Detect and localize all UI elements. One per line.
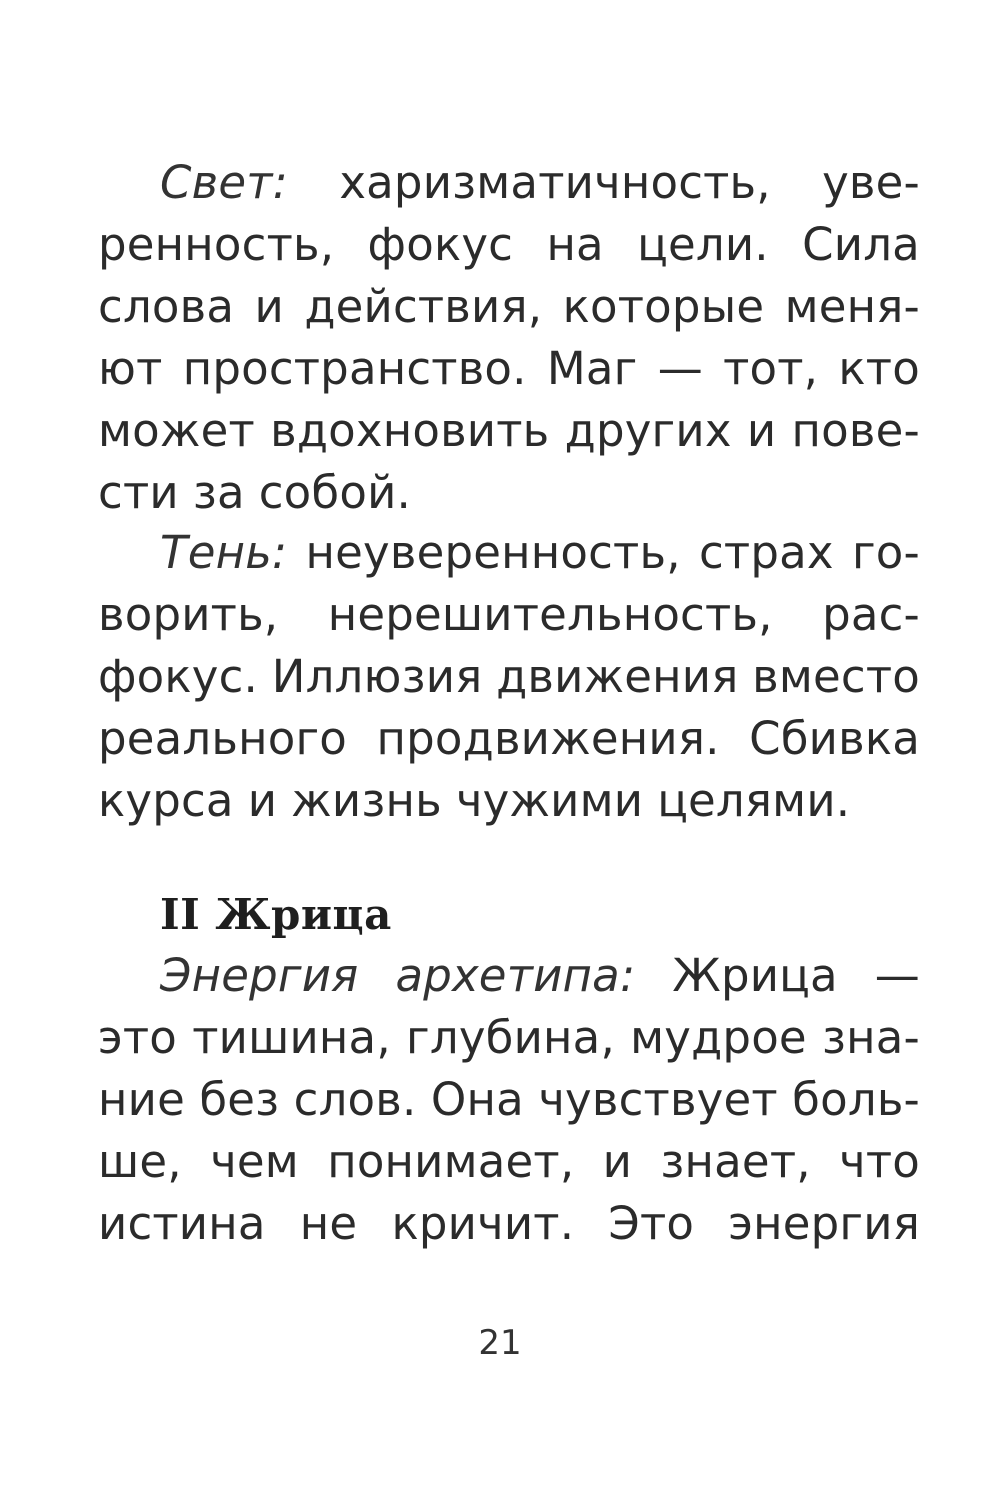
text-line: [98, 276, 920, 338]
word: истина: [98, 1197, 266, 1250]
word: и: [746, 404, 777, 457]
word: и: [254, 280, 284, 333]
word: может: [98, 404, 255, 457]
word: фокус.: [98, 650, 259, 703]
word: Сила: [802, 218, 920, 271]
text-line: [98, 214, 920, 276]
word: Жрица: [672, 949, 838, 1002]
word: вместо: [752, 650, 920, 703]
word: сти: [98, 466, 179, 519]
word: фокус: [367, 218, 514, 271]
word: тот,: [723, 342, 819, 395]
word: цели.: [637, 218, 769, 271]
word: меня-: [784, 280, 920, 333]
word: это: [98, 1011, 178, 1064]
page-number: 21: [478, 1323, 522, 1363]
text-line: [98, 338, 920, 400]
word: которые: [562, 280, 765, 333]
text-line: [98, 462, 920, 524]
text-line: [98, 400, 920, 462]
word: пространство.: [182, 342, 527, 395]
paragraph-label-energy: архетипа:: [395, 949, 636, 1002]
word: ние: [98, 1073, 185, 1126]
section-heading: II Жрица: [160, 890, 392, 939]
text-line: [98, 1007, 920, 1069]
word: что: [839, 1135, 920, 1188]
word: кто: [838, 342, 920, 395]
paragraph-shadow: [98, 522, 920, 832]
word: ют: [98, 342, 163, 395]
word: —: [874, 949, 920, 1002]
word: глубина,: [406, 1011, 615, 1064]
word: жизнь: [291, 774, 442, 827]
word: слова: [98, 280, 235, 333]
word: боль-: [792, 1073, 920, 1126]
text-line: [98, 708, 920, 770]
word: тишина,: [192, 1011, 391, 1064]
text-line: [98, 1131, 920, 1193]
word: продвижения.: [376, 712, 720, 765]
word: реального: [98, 712, 348, 765]
word: слов.: [293, 1073, 417, 1126]
text-line: [98, 1069, 920, 1131]
paragraph-label-light: Свет:: [160, 156, 289, 209]
word: чужими: [455, 774, 644, 827]
word: неуверенность,: [305, 526, 681, 579]
word: зна-: [822, 1011, 920, 1064]
word: Это: [608, 1197, 695, 1250]
word: рас-: [822, 588, 920, 641]
word: ренность,: [98, 218, 335, 271]
word: уве-: [822, 156, 920, 209]
text-line: [98, 646, 920, 708]
text-line: [98, 584, 920, 646]
word: чем: [210, 1135, 299, 1188]
word: действия,: [304, 280, 543, 333]
paragraph-label-energy: Энергия: [160, 949, 359, 1002]
word: Сбивка: [749, 712, 920, 765]
text-line: [98, 770, 920, 832]
paragraph-energy: [98, 945, 920, 1255]
word: харизматичность,: [339, 156, 771, 209]
text-line: [98, 1193, 920, 1255]
word: мудрое: [630, 1011, 807, 1064]
word: курса: [98, 774, 234, 827]
word: кричит.: [391, 1197, 575, 1250]
word: страх: [698, 526, 834, 579]
word: других: [564, 404, 732, 457]
word: ше,: [98, 1135, 182, 1188]
word: Маг: [546, 342, 638, 395]
word: без: [199, 1073, 280, 1126]
word: пове-: [791, 404, 920, 457]
word: Она: [430, 1073, 524, 1126]
word: вдохновить: [270, 404, 550, 457]
word: за: [192, 466, 245, 519]
word: ворить,: [98, 588, 279, 641]
word: и: [247, 774, 278, 827]
word: целями.: [657, 774, 851, 827]
word: движения: [496, 650, 739, 703]
word: и: [602, 1135, 633, 1188]
word: Иллюзия: [271, 650, 483, 703]
word: —: [657, 342, 703, 395]
paragraph-label-shadow: Тень:: [160, 526, 288, 579]
word: знает,: [660, 1135, 811, 1188]
text-line: [98, 152, 920, 214]
word: чувствует: [538, 1073, 778, 1126]
word: го-: [851, 526, 920, 579]
word: собой.: [258, 466, 412, 519]
word: нерешительность,: [327, 588, 773, 641]
text-line: [98, 522, 920, 584]
word: на: [546, 218, 604, 271]
text-line: [98, 945, 920, 1007]
word: не: [299, 1197, 358, 1250]
word: энергия: [728, 1197, 920, 1250]
paragraph-light: [98, 152, 920, 524]
word: понимает,: [327, 1135, 575, 1188]
